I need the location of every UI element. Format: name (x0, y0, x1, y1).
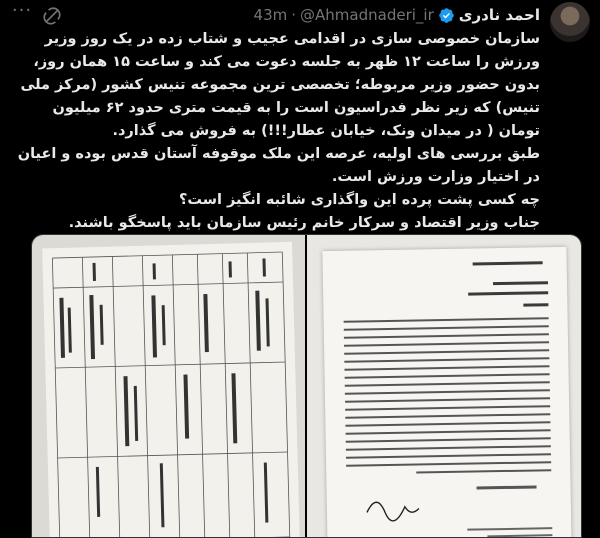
tweet-media[interactable] (31, 234, 582, 538)
table-photo (42, 242, 300, 537)
tweet-paragraph-2: طبق بررسی های اولیه، عرصه این ملک موقوفه آستان قدس بوده و اعیان در اختیار وزارت ورزش است. (17, 146, 540, 185)
letter-photo (322, 247, 571, 537)
tweet-text (10, 28, 540, 235)
author-line (254, 4, 540, 26)
handle[interactable]: @Ahmadnaderi_ir (300, 6, 434, 24)
verified-badge-icon (438, 7, 455, 24)
separator-dot: · (291, 6, 297, 24)
letter-scan-graphic (322, 247, 571, 537)
avatar[interactable] (550, 2, 590, 42)
tweet-paragraph-1: سازمان خصوصی سازی در اقدامی عجیب و شتاب زده در یک روز وزیر ورزش را ساعت ۱۲ ظهر به جلسه دعوت می کند و ساعت ۱۵ همان روز، بدون حضور وزیر مربوطه؛ تخصصی ترین مجموعه تنیس کشور (مرکز ملی تنیس) که زیر نظر فدراسیون است را به قیمت متری حدود ۶۲ میلیون تومان ( در میدان ونک، خیابان عطار!!!) به فروش می گذارد. (20, 31, 540, 139)
timestamp[interactable]: 43m (253, 6, 288, 24)
tweet-paragraph-4: جناب وزیر اقتصاد و سرکار خانم رئیس سازمان باید پاسخگو باشند. (68, 215, 540, 231)
more-icon[interactable]: ··· (11, 0, 33, 21)
grok-icon[interactable] (42, 6, 62, 26)
display-name[interactable]: احمد نادری (458, 6, 540, 24)
tweet-paragraph-3: چه کسی پشت پرده این واگذاری شائبه انگیز است؟ (179, 192, 540, 208)
document-table-image[interactable] (32, 235, 305, 537)
document-letter-image[interactable] (307, 235, 581, 537)
table-scan-graphic (42, 242, 300, 537)
